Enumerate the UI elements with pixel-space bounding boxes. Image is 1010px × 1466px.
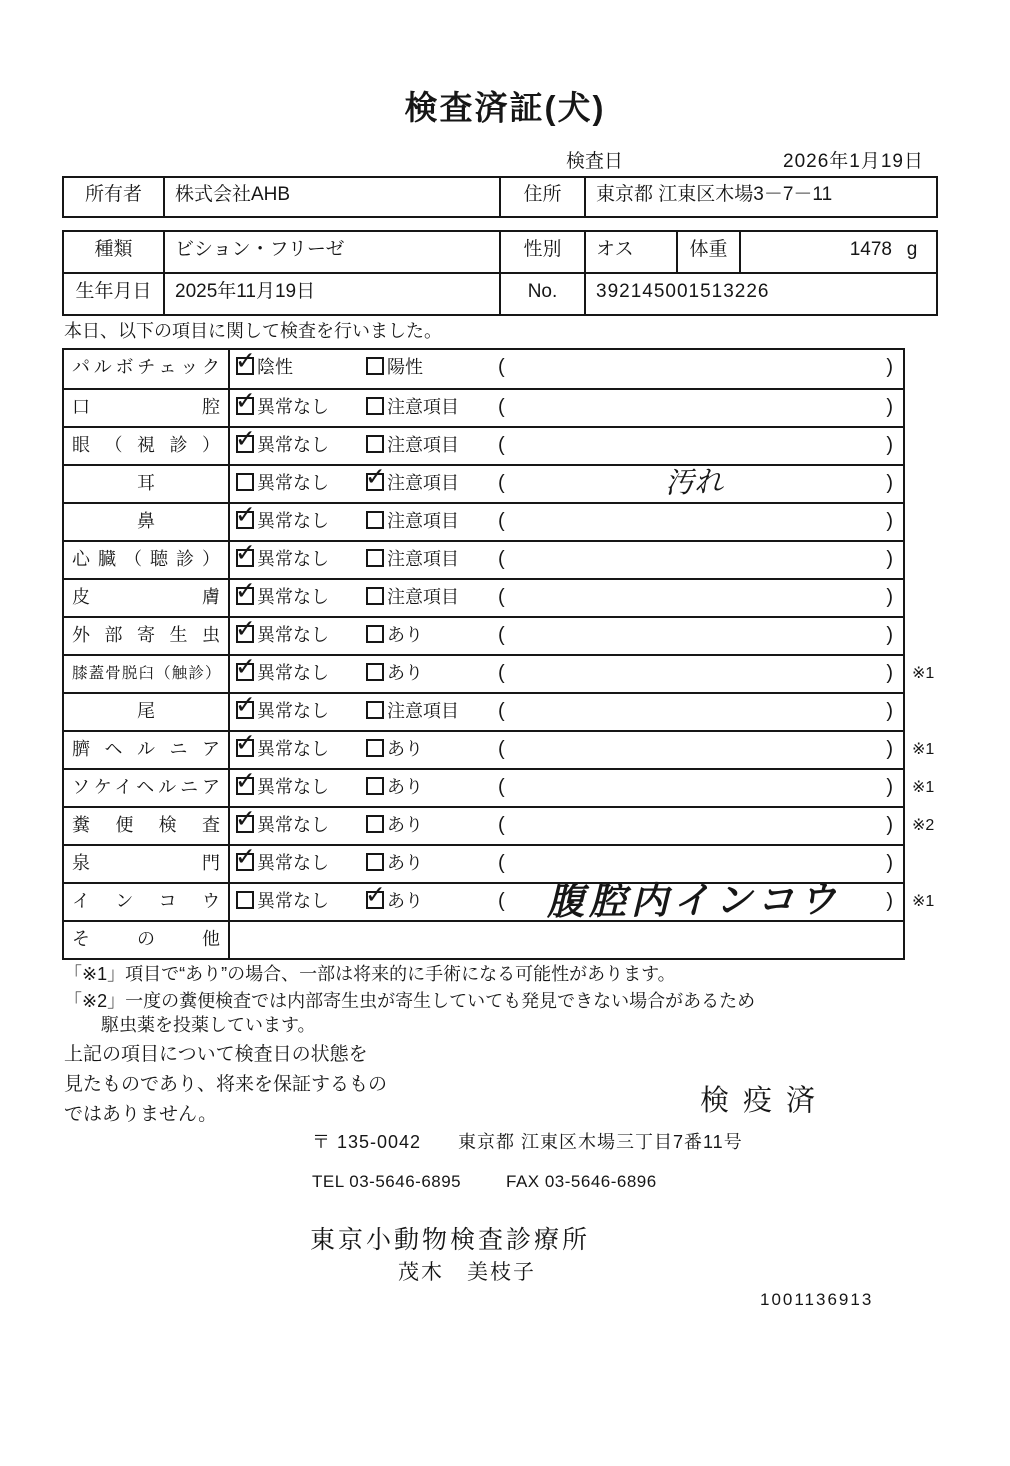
item-label: 心臓（聴診） [64, 542, 230, 578]
option-1-label: 異常なし [257, 473, 329, 493]
birthdate-label: 生年月日 [64, 274, 165, 314]
option-2-label: あり [387, 853, 423, 873]
registration-no-value: 392145001513226 [596, 281, 770, 302]
weight-label: 体重 [678, 232, 741, 272]
no-abnormality-checkbox[interactable] [236, 815, 254, 833]
inspection-options [230, 580, 903, 616]
option-1-label: 異常なし [257, 397, 329, 417]
inspection-row-ears [64, 464, 903, 502]
attention-checkbox[interactable] [366, 473, 384, 491]
option-2 [366, 656, 423, 691]
note-mark: ※1 [912, 779, 935, 796]
paren-open: ( [498, 700, 505, 722]
inspection-options [230, 466, 903, 502]
birthdate-value: 2025年11月19日 [165, 274, 501, 314]
no-abnormality-checkbox[interactable] [236, 473, 254, 491]
item-label: ソケイヘルニア [64, 770, 230, 806]
item-label: 眼（視診） [64, 428, 230, 464]
option-2-label: あり [387, 815, 423, 835]
item-label: パルボチェック [64, 350, 230, 388]
owner-table [62, 176, 938, 218]
paren-close: ) [886, 434, 893, 456]
paren-open: ( [498, 662, 505, 684]
option-1 [236, 390, 329, 425]
present-checkbox[interactable] [366, 625, 384, 643]
paren-open: ( [498, 624, 505, 646]
inspection-row-mouth [64, 388, 903, 426]
option-2 [366, 618, 423, 653]
note-mark: ※2 [912, 817, 935, 834]
disclaimer-line-2: 見たものであり、将来を保証するもの [64, 1074, 388, 1095]
intro-text: 本日、以下の項目に関して検査を行いました。 [64, 321, 442, 341]
option-1-label: 異常なし [257, 777, 329, 797]
present-checkbox[interactable] [366, 853, 384, 871]
no-abnormality-checkbox[interactable] [236, 777, 254, 795]
option-2 [366, 770, 423, 805]
inspection-row-patella [64, 654, 935, 692]
no-abnormality-checkbox[interactable] [236, 435, 254, 453]
option-2-label: 注意項目 [387, 511, 459, 531]
option-2-label: 注意項目 [387, 473, 459, 493]
option-1-label: 異常なし [257, 663, 329, 683]
present-checkbox[interactable] [366, 815, 384, 833]
address-label: 住所 [501, 178, 586, 216]
inspection-date-value: 2026年1月19日 [783, 151, 924, 172]
owner-row [64, 178, 936, 216]
option-1 [236, 542, 329, 577]
present-checkbox[interactable] [366, 777, 384, 795]
option-2-label: 注意項目 [387, 587, 459, 607]
option-2 [366, 542, 459, 577]
option-1 [236, 694, 329, 729]
disclaimer-line-3: ではありません。 [64, 1104, 218, 1125]
footnote-3: 駆虫薬を投薬しています。 [101, 1015, 316, 1035]
no-abnormality-checkbox[interactable] [236, 625, 254, 643]
inspection-row-other [64, 920, 903, 958]
paren-close: ) [886, 852, 893, 874]
inspection-options [230, 922, 903, 958]
inspection-row-ectoparasites [64, 616, 903, 654]
option-1 [236, 808, 329, 843]
attention-checkbox[interactable] [366, 435, 384, 453]
inspection-options [230, 504, 903, 540]
inspection-table [62, 348, 935, 960]
paren-open: ( [498, 776, 505, 798]
breed-row [64, 232, 936, 272]
paren-close: ) [886, 624, 893, 646]
negative-checkbox[interactable] [236, 357, 254, 375]
item-label: 外部寄生虫 [64, 618, 230, 654]
option-2-label: あり [387, 739, 423, 759]
option-1-label: 異常なし [257, 891, 329, 911]
paren-close: ) [886, 510, 893, 532]
option-2-label: あり [387, 891, 423, 911]
note-mark: ※1 [912, 741, 935, 758]
inspection-row-skin [64, 578, 903, 616]
paren-open: ( [498, 890, 505, 912]
paren-close: ) [886, 472, 893, 494]
registration-no-label: No. [501, 274, 586, 314]
handwritten-entry[interactable]: 汚れ [664, 464, 724, 500]
option-2-label: 陽性 [387, 357, 423, 377]
item-label: 尾 [64, 694, 230, 730]
option-2 [366, 580, 459, 615]
paren-open: ( [498, 738, 505, 760]
item-label: 皮膚 [64, 580, 230, 616]
item-label: 泉門 [64, 846, 230, 882]
item-label: インコウ [64, 884, 230, 920]
no-abnormality-checkbox[interactable] [236, 511, 254, 529]
attention-checkbox[interactable] [366, 549, 384, 567]
telephone-number: TEL 03-5646-6895 [312, 1172, 462, 1191]
note-mark: ※1 [912, 665, 935, 682]
breed-label: 種類 [64, 232, 165, 272]
present-checkbox[interactable] [366, 891, 384, 909]
option-1 [236, 846, 329, 881]
sex-label: 性別 [501, 232, 586, 272]
paren-close: ) [886, 738, 893, 760]
paren-close: ) [886, 700, 893, 722]
option-1 [236, 656, 329, 691]
inspection-row-tail [64, 692, 903, 730]
inspection-row-fecal-exam [64, 806, 935, 844]
option-2 [366, 846, 423, 881]
inspection-options [230, 656, 903, 692]
attention-checkbox[interactable] [366, 701, 384, 719]
option-1 [236, 428, 329, 463]
no-abnormality-checkbox[interactable] [236, 663, 254, 681]
no-abnormality-checkbox[interactable] [236, 891, 254, 909]
attention-checkbox[interactable] [366, 587, 384, 605]
no-abnormality-checkbox[interactable] [236, 739, 254, 757]
paren-open: ( [498, 852, 505, 874]
examiner-name: 茂木 美枝子 [398, 1261, 536, 1284]
inspection-row-umbilical-hernia [64, 730, 935, 768]
option-2 [366, 350, 423, 385]
item-label: 口腔 [64, 390, 230, 426]
item-label: 鼻 [64, 504, 230, 540]
option-1 [236, 466, 329, 501]
item-label: 膝蓋骨脱臼（触診） [64, 656, 230, 692]
paren-open: ( [498, 548, 505, 570]
attention-checkbox[interactable] [366, 511, 384, 529]
item-label: 臍ヘルニア [64, 732, 230, 768]
item-label: その他 [64, 922, 230, 958]
sex-value: オス [586, 232, 678, 272]
weight-unit: g [906, 239, 918, 260]
positive-checkbox[interactable] [366, 357, 384, 375]
option-2 [366, 428, 459, 463]
breed-value: ビション・フリーゼ [165, 232, 501, 272]
present-checkbox[interactable] [366, 663, 384, 681]
paren-close: ) [886, 814, 893, 836]
disclaimer-text [64, 1040, 387, 1130]
inspection-options [230, 732, 903, 768]
option-2 [366, 694, 459, 729]
paren-open: ( [498, 586, 505, 608]
present-checkbox[interactable] [366, 739, 384, 757]
option-1-label: 異常なし [257, 587, 329, 607]
option-2-label: あり [387, 625, 423, 645]
option-1 [236, 732, 329, 767]
option-1-label: 異常なし [257, 701, 329, 721]
clinic-address: 東京都 江東区木場三丁目7番11号 [458, 1132, 743, 1152]
weight-cell [741, 232, 936, 272]
handwritten-entry[interactable]: 腹腔内インコウ [546, 876, 842, 924]
paren-open: ( [498, 396, 505, 418]
paren-close: ) [886, 586, 893, 608]
paren-close: ) [886, 890, 893, 912]
inspection-options [230, 808, 903, 844]
option-2 [366, 390, 459, 425]
option-2 [366, 504, 459, 539]
footnote-1: 「※1」項目で“あり”の場合、一部は将来的に手術になる可能性があります。 [64, 964, 676, 984]
postal-code: 〒 135-0042 [312, 1132, 422, 1152]
paren-close: ) [886, 356, 893, 378]
inspection-row-nose [64, 502, 903, 540]
inspection-options [230, 876, 903, 924]
no-abnormality-checkbox[interactable] [236, 587, 254, 605]
quarantine-passed-text: 検疫済 [700, 1085, 830, 1117]
inspection-date-label: 検査日 [566, 151, 624, 172]
inspection-row-inguinal-hernia [64, 768, 935, 806]
option-2 [366, 466, 459, 501]
owner-value: 株式会社AHB [165, 178, 501, 216]
inspection-options [230, 618, 903, 654]
inspection-options [230, 350, 903, 388]
option-2-label: 注意項目 [387, 549, 459, 569]
no-abnormality-checkbox[interactable] [236, 853, 254, 871]
paren-close: ) [886, 396, 893, 418]
option-2-label: あり [387, 777, 423, 797]
inspection-row-heart [64, 540, 903, 578]
clinic-name: 東京小動物検査診療所 [310, 1226, 591, 1254]
option-1-label: 異常なし [257, 739, 329, 759]
paren-open: ( [498, 814, 505, 836]
inspection-row-inkou [64, 876, 935, 924]
option-1 [236, 504, 329, 539]
option-1 [236, 770, 329, 805]
option-1 [236, 580, 329, 615]
no-abnormality-checkbox[interactable] [236, 397, 254, 415]
paren-open: ( [498, 472, 505, 494]
option-2 [366, 808, 423, 843]
option-1-label: 異常なし [257, 435, 329, 455]
document-code: 1001136913 [760, 1290, 874, 1309]
option-1 [236, 350, 293, 385]
paren-close: ) [886, 776, 893, 798]
option-1-label: 異常なし [257, 625, 329, 645]
address-value: 東京都 江東区木場3－7－11 [596, 184, 833, 205]
pet-table [62, 230, 938, 316]
option-2 [366, 884, 423, 919]
option-2-label: 注意項目 [387, 701, 459, 721]
inspection-options [230, 694, 903, 730]
option-1-label: 異常なし [257, 815, 329, 835]
option-2-label: あり [387, 663, 423, 683]
inspection-row-parvo [64, 350, 903, 388]
paren-close: ) [886, 662, 893, 684]
owner-label: 所有者 [64, 178, 165, 216]
option-1-label: 異常なし [257, 853, 329, 873]
option-2-label: 注意項目 [387, 397, 459, 417]
inspection-options [230, 542, 903, 578]
item-label: 糞便検査 [64, 808, 230, 844]
disclaimer-line-1: 上記の項目について検査日の状態を [64, 1044, 368, 1065]
option-1-label: 異常なし [257, 549, 329, 569]
weight-value: 1478 [849, 239, 892, 260]
no-abnormality-checkbox[interactable] [236, 549, 254, 567]
item-label: 耳 [64, 466, 230, 502]
option-2 [366, 732, 423, 767]
document-title: 検査済証(犬) [404, 89, 606, 126]
option-1-label: 陰性 [257, 357, 293, 377]
no-abnormality-checkbox[interactable] [236, 701, 254, 719]
birthdate-row [64, 272, 936, 314]
paren-open: ( [498, 510, 505, 532]
inspection-options [230, 390, 903, 426]
inspection-row-eyes [64, 426, 903, 464]
paren-close: ) [886, 548, 893, 570]
fax-number: FAX 03-5646-6896 [506, 1172, 657, 1191]
attention-checkbox[interactable] [366, 397, 384, 415]
inspection-options [230, 770, 903, 806]
option-1-label: 異常なし [257, 511, 329, 531]
footnote-2: 「※2」一度の糞便検査では内部寄生虫が寄生していても発見できない場合があるため [64, 991, 756, 1011]
paren-open: ( [498, 434, 505, 456]
option-1 [236, 884, 329, 919]
note-mark: ※1 [912, 893, 935, 910]
option-2-label: 注意項目 [387, 435, 459, 455]
paren-open: ( [498, 356, 505, 378]
inspection-options [230, 428, 903, 464]
option-1 [236, 618, 329, 653]
